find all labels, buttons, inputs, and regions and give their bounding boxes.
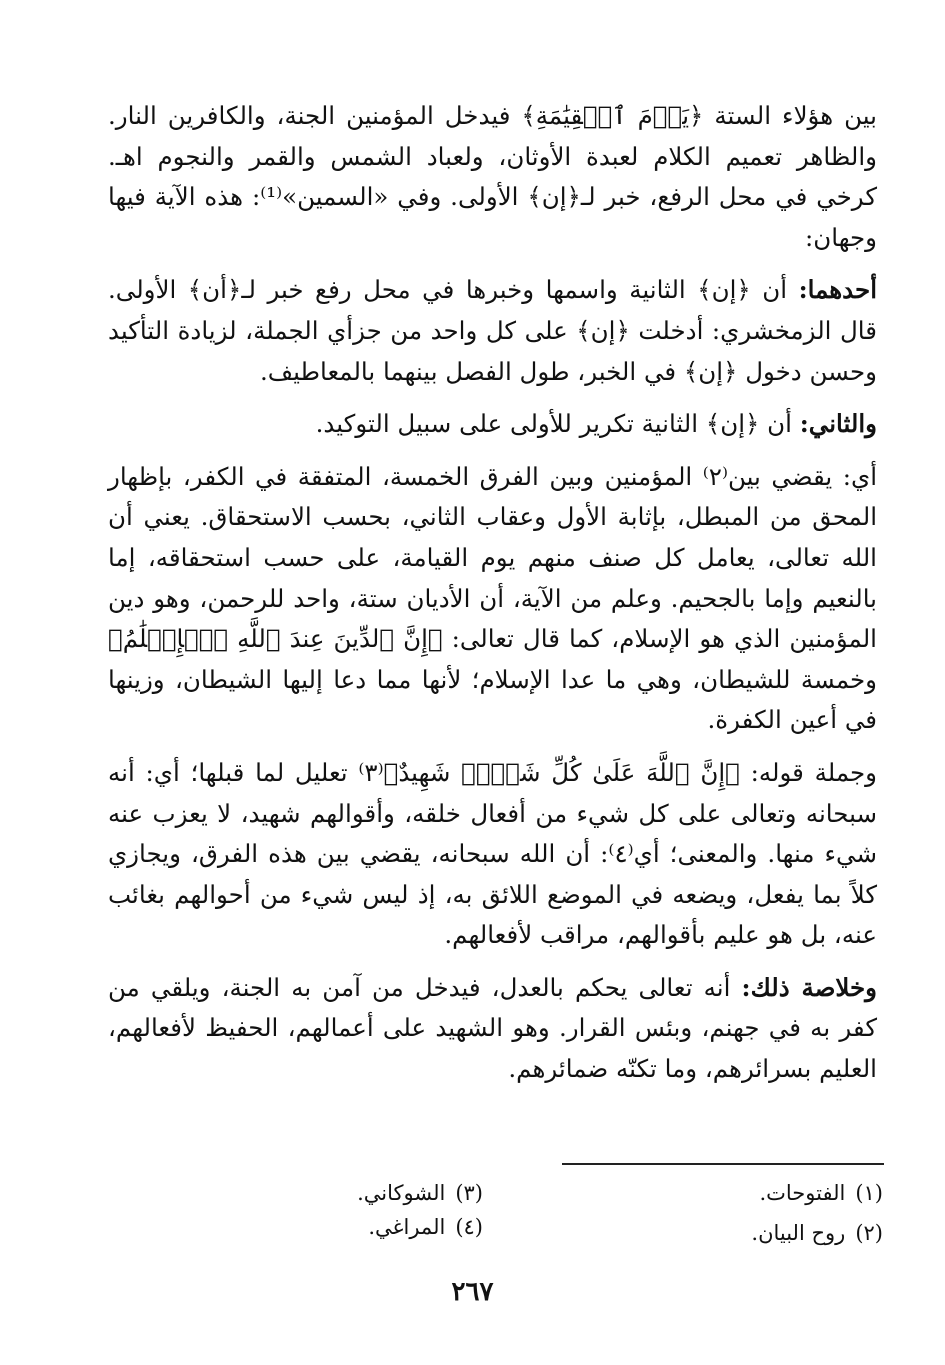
main-text — [108, 96, 877, 1102]
footnote-4-number: (٤) — [455, 1215, 483, 1239]
lead-summary: وخلاصة ذلك: — [741, 972, 877, 1002]
lead-second-view: والثاني: — [799, 409, 877, 439]
footnote-3-number: (٣) — [455, 1181, 483, 1205]
footnote-2-text: روح البيان. — [751, 1221, 846, 1245]
paragraph-explanation: وجملة قوله: ﴿إِنَّ ٱللَّهَ عَلَىٰ كُلِّ شَيۡءٖ شَهِيدٌ﴾⁽٣⁾ تعليل لما قبلها؛ أي: أنه سبحانه وتعالى على كل شيء من أفعال خلقه، وأقوالهم شهيد، لا يعزب عنه شيء منها. والمعنى؛ أي⁽٤⁾: أن الله سبحانه، يقضي بين هذه الفرق، ويجازي كلاً بما يفعل، ويضعه في الموضع اللائق به، إذ ليس شيء من أحوالهم بغائب عنه، بل هو عليم بأقوالهم، مراقب لأفعالهم. — [108, 757, 877, 950]
footnote-divider — [562, 1163, 884, 1165]
page-number: ٢٦٧ — [451, 1277, 494, 1307]
paragraph-intro: بين هؤلاء الستة ﴿يَوۡمَ ٱلۡقِيَٰمَةِ﴾ فيدخل المؤمنين الجنة، والكافرين النار. والظاهر تعميم الكلام لعبدة الأوثان، ولعباد الشمس والقمر والنجوم اهـ. كرخي في محل الرفع، خبر لـ﴿إن﴾ الأولى. وفي «السمين»⁽¹⁾: هذه الآية فيها وجهان: — [108, 101, 877, 252]
paragraph-meaning: أي: يقضي بين⁽٢⁾ المؤمنين وبين الفرق الخمسة، المتفقة في الكفر، بإظهار المحق من المبطل، بإثابة الأول وعقاب الثاني، بحسب الاستحقاق. يعني أن الله تعالى، يعامل كل صنف منهم يوم القيامة، على حسب استحقاقه، إما بالنعيم وإما بالجحيم. وعلم من الآية، أن الأديان ستة، واحد للرحمن، وهو دين المؤمنين الذي هو الإسلام، كما قال تعالى: ﴿إِنَّ ٱلدِّينَ عِندَ ٱللَّهِ ٱلۡإِسۡلَٰمُ﴾ وخمسة للشيطان، وهي ما عدا الإسلام؛ لأنها مما دعا إليها الشيطان، وزينها في أعين الكفرة. — [108, 461, 877, 735]
paragraph-second-view — [108, 404, 877, 445]
footnote-1-number: (١) — [855, 1181, 883, 1205]
lead-first-view: أحدهما: — [798, 275, 877, 305]
footnote-1 — [759, 1176, 883, 1210]
text-second-view: أن ﴿إن﴾ الثانية تكرير للأولى على سبيل التوكيد. — [315, 409, 800, 439]
footnote-4-text: المراغي. — [368, 1215, 446, 1239]
paragraph-first-view — [108, 270, 877, 392]
footnote-3-text: الشوكاني. — [357, 1181, 446, 1205]
footnote-2-number: (٢) — [855, 1221, 883, 1245]
footnote-1-text: الفتوحات. — [759, 1181, 846, 1205]
footnote-2 — [751, 1216, 883, 1250]
text-first-view: أن ﴿إن﴾ الثانية واسمها وخبرها في محل رفع خبر لـ﴿أن﴾ الأولى. قال الزمخشري: أدخلت ﴿إن﴾ على كل واحد من جزأي الجملة، لزيادة التأكيد وحسن دخول ﴿إن﴾ في الخبر، طول الفصل بينهما بالمعاطيف. — [108, 275, 877, 386]
footnote-3 — [357, 1176, 483, 1210]
paragraph-summary — [108, 968, 877, 1090]
text-summary: أنه تعالى يحكم بالعدل، فيدخل من آمن به الجنة، ويلقي من كفر به في جهنم، وبئس القرار. وهو الشهيد على أعمالهم، الحفيظ لأفعالهم، العليم بسرائرهم، وما تكنّه ضمائرهم. — [108, 972, 877, 1084]
footnote-4 — [368, 1210, 483, 1244]
